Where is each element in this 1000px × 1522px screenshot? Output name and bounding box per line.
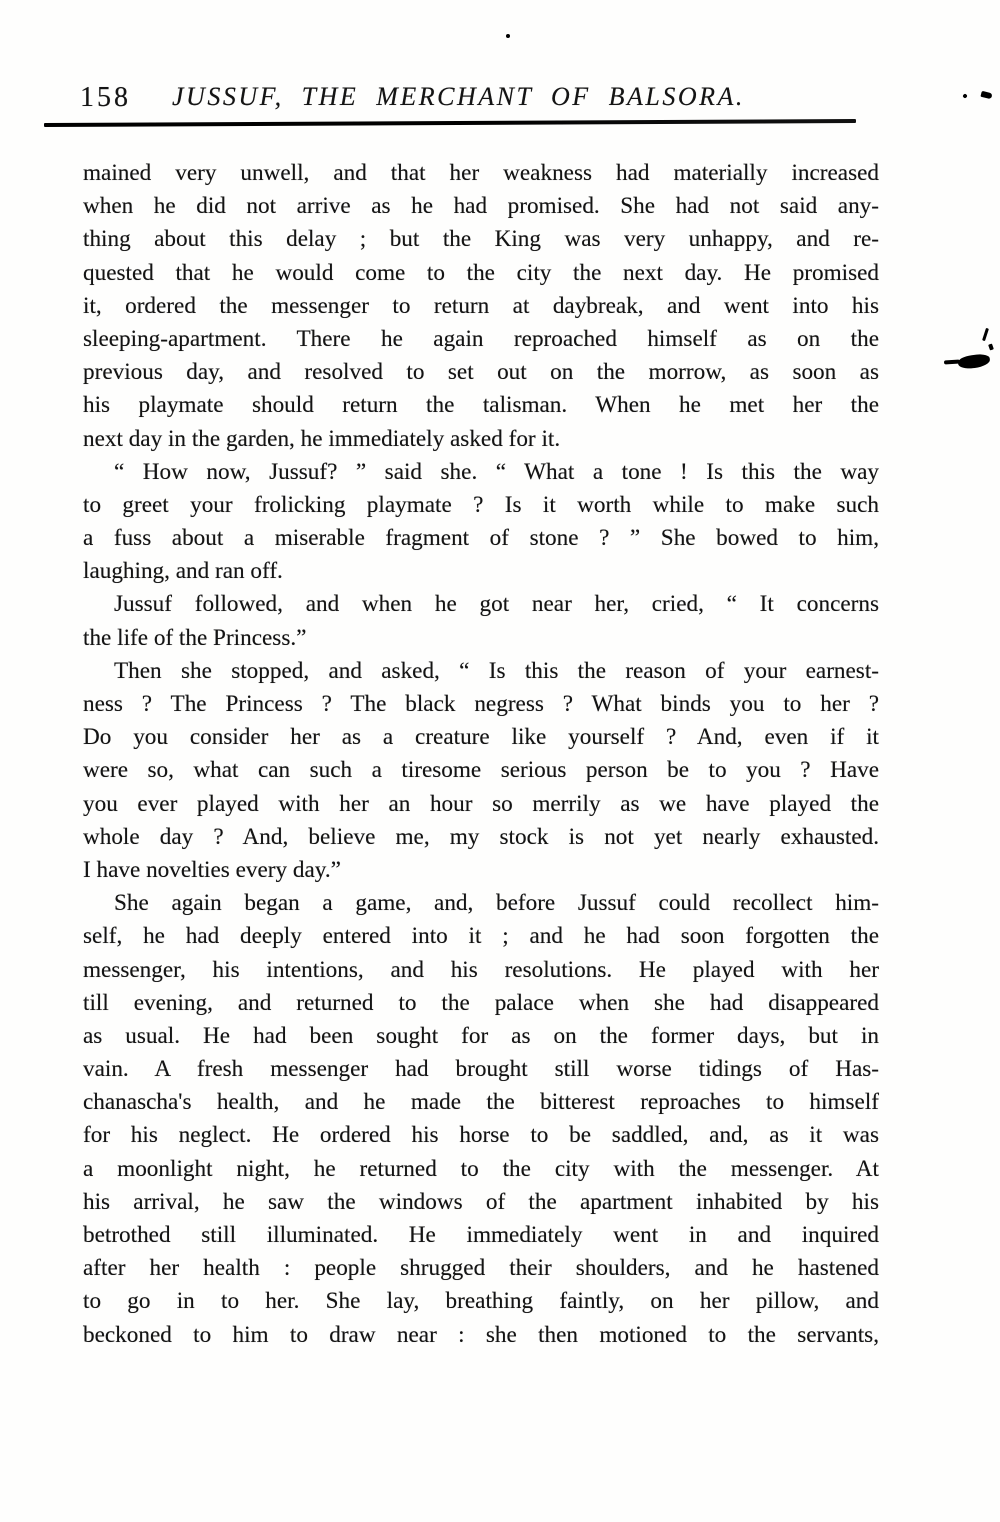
running-title: JUSSUF, THE MERCHANT OF BALSORA.: [172, 82, 745, 111]
text-line: “ How now, Jussuf? ” said she. “ What a tone ! Is this the way: [114, 458, 879, 485]
text-line: his arrival, he saw the windows of the apartment inhabited by his: [83, 1188, 879, 1215]
text-line: betrothed still illuminated. He immediately went in and inquired: [83, 1222, 879, 1248]
text-line: messenger, his intentions, and his resolutions. He played with her: [83, 956, 879, 983]
ink-speck: [982, 328, 989, 341]
text-line: quested that he would come to the city the next day. He promised: [83, 259, 879, 286]
page-number: 158: [80, 82, 131, 113]
ink-speck: [506, 34, 510, 38]
text-line: his playmate should return the talisman. When he met her the: [83, 392, 879, 419]
text-line: to greet your frolicking playmate ? Is it worth while to make such: [83, 491, 879, 518]
text-line: to go in to her. She lay, breathing faintly, on her pillow, and: [83, 1288, 879, 1315]
text-line: laughing, and ran off.: [83, 558, 283, 585]
text-line: next day in the garden, he immediately asked for it.: [83, 425, 561, 452]
ink-speck: [957, 353, 990, 370]
text-line: Do you consider her as a creature like yourself ? And, even if it: [83, 724, 879, 751]
text-line: when he did not arrive as he had promised. She had not said any-: [83, 193, 879, 220]
text-line: thing about this delay ; but the King was very unhappy, and re-: [83, 226, 879, 253]
text-line: the life of the Princess.”: [83, 624, 307, 651]
text-line: as usual. He had been sought for as on the former days, but in: [83, 1022, 879, 1049]
text-line: till evening, and returned to the palace when she had disappeared: [83, 989, 879, 1016]
text-line: were so, what can such a tiresome serious person be to you ? Have: [83, 757, 879, 784]
text-line: I have novelties every day.”: [83, 856, 341, 883]
text-line: ness ? The Princess ? The black negress ? What binds you to her ?: [83, 691, 879, 717]
text-line: whole day ? And, believe me, my stock is not yet nearly exhausted.: [83, 823, 879, 850]
text-line: sleeping-apartment. There he again reproached himself as on the: [83, 325, 879, 352]
header-rule: [44, 119, 856, 127]
text-line: She again began a game, and, before Jussuf could recollect him-: [114, 890, 879, 917]
body-text-block: [83, 157, 879, 1352]
text-line: previous day, and resolved to set out on the morrow, as soon as: [83, 359, 879, 386]
text-line: Then she stopped, and asked, “ Is this the reason of your earnest-: [114, 657, 879, 684]
ink-speck: [962, 93, 968, 99]
text-line: Jussuf followed, and when he got near her, cried, “ It concerns: [114, 591, 879, 618]
text-line: a fuss about a miserable fragment of stone ? ” She bowed to him,: [83, 525, 879, 552]
text-line: you ever played with her an hour so merrily as we have played the: [83, 790, 879, 817]
ink-speck: [988, 343, 994, 350]
text-line: mained very unwell, and that her weakness had materially increased: [83, 160, 879, 186]
text-line: beckoned to him to draw near : she then motioned to the servants,: [83, 1321, 879, 1348]
text-line: vain. A fresh messenger had brought still worse tidings of Has-: [83, 1056, 879, 1083]
text-line: for his neglect. He ordered his horse to be saddled, and, as it was: [83, 1122, 879, 1149]
text-line: chanascha's health, and he made the bitterest reproaches to himself: [83, 1089, 879, 1116]
text-line: a moonlight night, he returned to the city with the messenger. At: [83, 1155, 879, 1182]
text-line: it, ordered the messenger to return at daybreak, and went into his: [83, 292, 879, 319]
text-line: after her health : people shrugged their shoulders, and he hastened: [83, 1255, 879, 1282]
ink-speck: [980, 91, 992, 99]
text-line: self, he had deeply entered into it ; and he had soon forgotten the: [83, 923, 879, 950]
